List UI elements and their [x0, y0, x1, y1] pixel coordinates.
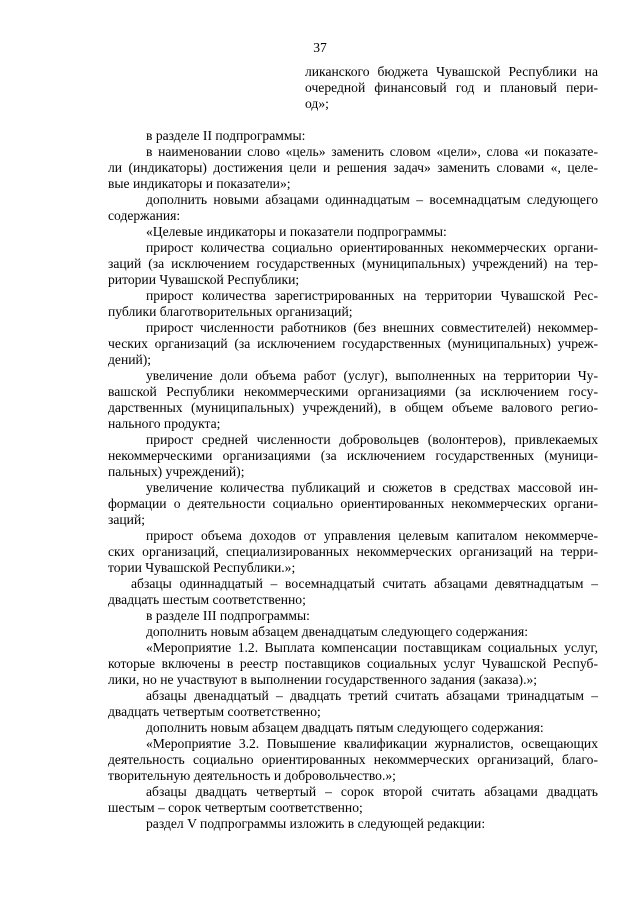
text-line: прирост объема доходов от управления целевым капиталом некоммерче-	[146, 528, 598, 543]
text-line: прирост средней численности добровольцев (волонтеров), привлекаемых	[146, 432, 598, 447]
text-line: двадцать шестым соответственно;	[108, 592, 306, 607]
text-line: публики благотворительных организаций;	[108, 304, 353, 319]
text-line: тории Чувашской Республики.»;	[108, 560, 296, 575]
text-line: ритории Чувашской Республики;	[108, 272, 300, 287]
text-line: вые индикаторы и показатели»;	[108, 176, 291, 191]
text-line: очередной финансовый год и плановый пери-	[305, 80, 598, 95]
text-line: ских организаций, специализированных некоммерческих организаций на терри-	[108, 544, 598, 559]
text-line: «Мероприятие 3.2. Повышение квалификации журналистов, освещающих	[146, 736, 598, 751]
text-line: пальных) учреждений);	[108, 464, 245, 479]
text-line: дарственных (муниципальных) учреждений), в общем объеме валового регио-	[108, 400, 598, 415]
text-line: од»;	[305, 96, 329, 111]
text-line: содержания:	[108, 208, 181, 223]
text-line: дополнить новыми абзацами одиннадцатым – восемнадцатым следующего	[146, 192, 598, 207]
text-line: прирост численности работников (без внешних совместителей) некоммер-	[146, 320, 598, 335]
text-line: заций (за исключением государственных (муниципальных) учреждений) на тер-	[108, 256, 598, 271]
text-line: формации о деятельности социально ориентированных некоммерческих органи-	[108, 496, 598, 511]
text-line: абзацы одиннадцатый – восемнадцатый считать абзацами девятнадцатым –	[131, 576, 598, 591]
text-line: деятельность социально ориентированных некоммерческих организаций, благо-	[108, 752, 598, 767]
text-line: увеличение количества публикаций и сюжетов в средствах массовой ин-	[146, 480, 598, 495]
text-line: в разделе III подпрограммы:	[146, 608, 310, 623]
text-line: прирост количества зарегистрированных на территории Чувашской Рес-	[146, 288, 598, 303]
text-line: двадцать четвертым соответственно;	[108, 704, 321, 719]
text-line: ческих организаций (за исключением государственных (муниципальных) учреж-	[108, 336, 598, 351]
text-line: увеличение доли объема работ (услуг), выполненных на территории Чу-	[146, 368, 598, 383]
text-line: лики, но не участвуют в выполнении государственного задания (заказа).»;	[108, 672, 538, 687]
text-line: в разделе II подпрограммы:	[146, 128, 306, 143]
page-number: 37	[313, 40, 327, 55]
text-line: прирост количества социально ориентированных некоммерческих органи-	[146, 240, 598, 255]
text-line: абзацы двенадцатый – двадцать третий считать абзацами тринадцатым –	[146, 688, 598, 703]
text-line: творительную деятельность и добровольчество.»;	[108, 768, 396, 783]
text-line: вашской Республики некоммерческими организациями (за исключением госу-	[108, 384, 598, 399]
text-line: ликанского бюджета Чувашской Республики на	[305, 64, 598, 79]
text-line: абзацы двадцать четвертый – сорок второй считать абзацами двадцать	[146, 784, 598, 799]
text-line: раздел V подпрограммы изложить в следующей редакции:	[146, 816, 486, 831]
text-line: дополнить новым абзацем двадцать пятым следующего содержания:	[146, 720, 544, 735]
text-line: которые включены в реестр поставщиков социальных услуг Чувашской Респуб-	[108, 656, 598, 671]
text-line: в наименовании слово «цель» заменить словом «цели», слова «и показате-	[146, 144, 598, 159]
text-line: дополнить новым абзацем двенадцатым следующего содержания:	[146, 624, 528, 639]
text-line: некоммерческими организациями (за исключением государственных (муници-	[108, 448, 598, 463]
text-line: ли (индикаторы) достижения цели и решения задач» заменить словами «, целе-	[108, 160, 598, 175]
text-line: дений);	[108, 352, 152, 367]
text-line: заций;	[108, 512, 146, 527]
text-line: «Целевые индикаторы и показатели подпрограммы:	[146, 224, 447, 239]
text-line: шестым – сорок четвертым соответственно;	[108, 800, 363, 815]
text-line: «Мероприятие 1.2. Выплата компенсации поставщикам социальных услуг,	[146, 640, 598, 655]
text-line: нального продукта;	[108, 416, 221, 431]
